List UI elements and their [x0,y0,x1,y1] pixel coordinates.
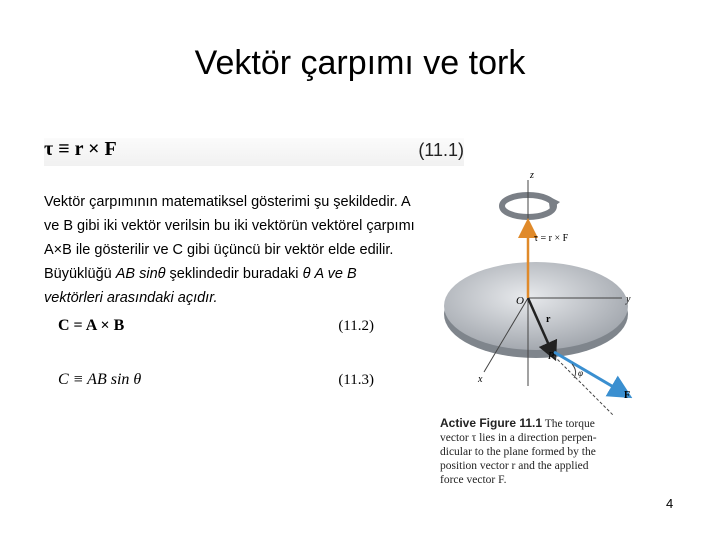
text-run-italic: AB sinθ [115,266,166,282]
equation-number: (11.2) [338,318,374,334]
caption-line: position vector r and the applied [440,460,589,472]
equation-number: (11.1) [418,140,464,160]
axis-label-z: z [530,170,534,181]
text-run-italic: θ A ve B [302,266,357,282]
tau-equation-label: τ = r × F [534,233,569,244]
paragraph-line: A×B ile gösterilir ve C gibi üçüncü bir vektör elde edilir. [44,242,394,258]
paragraph-line: vektörleri arasındaki açıdır. [44,290,218,306]
rotation-arrow-icon [502,195,560,217]
origin-label: O [516,295,524,307]
figure-caption [440,416,636,487]
equation-11-3 [44,368,374,394]
force-label: F [624,390,631,401]
body-paragraph [44,190,464,310]
slide-title: Vektör çarpımı ve tork [194,44,526,82]
caption-line: force vector F. [440,474,507,486]
r-label: r [546,314,551,325]
paragraph-line: ve B gibi iki vektör verilsin bu iki vektörün vektörel çarpımı [44,218,415,234]
equation-11-2 [44,314,374,340]
equation-lhs: C = A × B [58,317,125,334]
caption-text: The torque [544,418,595,430]
caption-line: dicular to the plane formed by the [440,446,596,458]
text-run: şeklindedir buradaki [165,266,303,282]
equation-number: (11.3) [338,372,374,388]
paragraph-line [44,262,464,286]
axis-label-y: y [626,294,631,305]
equation-lhs: C ≡ AB sin θ [58,371,142,388]
caption-line: vector τ lies in a direction perpen- [440,432,597,444]
caption-line [440,416,636,431]
text-run: Büyüklüğü [44,266,116,282]
point-p-label: P [548,351,555,362]
page-number: 4 [666,496,674,511]
r-extension-line [554,356,614,416]
equation-11-1 [44,138,464,166]
caption-heading: Active Figure 11.1 [440,416,543,430]
rotating-disc [444,262,628,358]
paragraph-line: Vektör çarpımının matematiksel gösterimi şu şekildedir. A [44,194,411,210]
force-vector [554,352,622,392]
axis-label-x: x [478,374,483,385]
angle-phi-label: φ [578,368,583,378]
equation-lhs: τ ≡ r × F [44,138,117,160]
